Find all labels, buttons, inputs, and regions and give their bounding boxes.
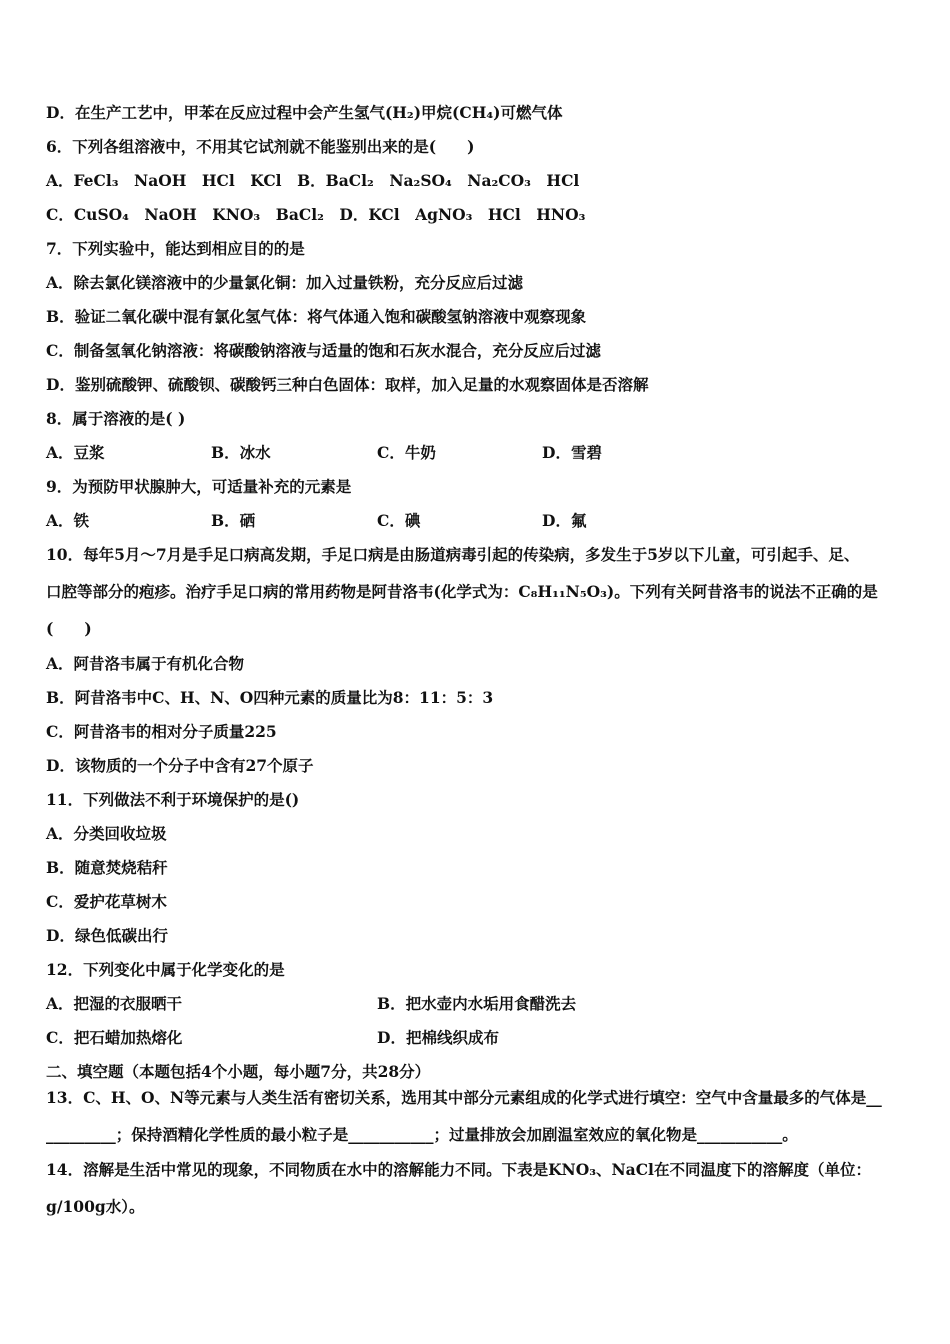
q12-option-b: B．把水壶内水垢用食醋洗去 — [377, 994, 577, 1013]
q7-option-d: D．鉴别硫酸钾、硫酸钡、碳酸钙三种白色固体：取样，加入足量的水观察固体是否溶解 — [46, 375, 649, 394]
q9-stem: 9．为预防甲状腺肿大，可适量补充的元素是 — [46, 477, 352, 496]
q14-stem-line1: 14．溶解是生活中常见的现象，不同物质在水中的溶解能力不同。下表是KNO₃、NaCl在不同温度下的溶解度（单位： — [46, 1160, 871, 1179]
q11-stem: 11．下列做法不利于环境保护的是() — [46, 790, 300, 809]
q14-stem-line2: g/100g水）。 — [46, 1197, 145, 1216]
q6-stem: 6．下列各组溶液中，不用其它试剂就不能鉴别出来的是( ) — [46, 137, 475, 156]
q8-option-b: B．冰水 — [211, 443, 271, 462]
q7-option-a: A．除去氯化镁溶液中的少量氯化铜：加入过量铁粉，充分反应后过滤 — [46, 273, 524, 292]
q7-stem: 7．下列实验中，能达到相应目的的是 — [46, 239, 305, 258]
q8-option-d: D．雪碧 — [542, 443, 602, 462]
q12-option-d: D．把棉线织成布 — [377, 1028, 499, 1047]
q13-stem-line2: _________；保持酒精化学性质的最小粒子是___________；过量排放会加剧温室效应的氧化物是___________。 — [46, 1125, 798, 1144]
q6-options-ab: A．FeCl₃ NaOH HCl KCl B．BaCl₂ Na₂SO₄ Na₂CO₃ HCl — [46, 171, 580, 190]
q10-option-b: B．阿昔洛韦中C、H、N、O四种元素的质量比为8：11：5：3 — [46, 688, 494, 707]
section-2-heading: 二、填空题（本题包括4个小题，每小题7分，共28分） — [46, 1062, 431, 1081]
q10-stem-line2: 口腔等部分的疱疹。治疗手足口病的常用药物是阿昔洛韦(化学式为：C₈H₁₁N₅O₃)。下列有关阿昔洛韦的说法不正确的是 — [46, 582, 878, 601]
q13-stem-line1: 13．C、H、O、N等元素与人类生活有密切关系，选用其中部分元素组成的化学式进行填空：空气中含量最多的气体是__ — [46, 1088, 882, 1107]
q11-option-c: C．爱护花草树木 — [46, 892, 167, 911]
q11-option-b: B．随意焚烧秸秆 — [46, 858, 168, 877]
q7-option-b: B．验证二氧化碳中混有氯化氢气体：将气体通入饱和碳酸氢钠溶液中观察现象 — [46, 307, 587, 326]
q12-stem: 12．下列变化中属于化学变化的是 — [46, 960, 285, 979]
q9-option-c: C．碘 — [377, 511, 421, 530]
q7-option-c: C．制备氢氧化钠溶液：将碳酸钠溶液与适量的饱和石灰水混合，充分反应后过滤 — [46, 341, 601, 360]
q11-option-d: D．绿色低碳出行 — [46, 926, 168, 945]
q10-option-c: C．阿昔洛韦的相对分子质量225 — [46, 722, 277, 741]
q9-option-d: D．氟 — [542, 511, 587, 530]
q8-stem: 8．属于溶液的是( ) — [46, 409, 186, 428]
q11-option-a: A．分类回收垃圾 — [46, 824, 167, 843]
q12-option-a: A．把湿的衣服晒干 — [46, 994, 183, 1013]
q8-option-c: C．牛奶 — [377, 443, 436, 462]
q12-option-c: C．把石蜡加热熔化 — [46, 1028, 183, 1047]
q9-option-b: B．硒 — [211, 511, 256, 530]
q10-stem-line3: ( ) — [46, 619, 92, 638]
q5-option-d: D．在生产工艺中，甲苯在反应过程中会产生氢气(H₂)甲烷(CH₄)可燃气体 — [46, 103, 563, 122]
q8-option-a: A．豆浆 — [46, 443, 105, 462]
q10-option-a: A．阿昔洛韦属于有机化合物 — [46, 654, 245, 673]
q6-options-cd: C．CuSO₄ NaOH KNO₃ BaCl₂ D．KCl AgNO₃ HCl HNO₃ — [46, 205, 586, 224]
q10-stem-line1: 10．每年5月～7月是手足口病高发期，手足口病是由肠道病毒引起的传染病，多发生于5岁以下儿童，可引起手、足、 — [46, 545, 860, 564]
q10-option-d: D．该物质的一个分子中含有27个原子 — [46, 756, 314, 775]
q9-option-a: A．铁 — [46, 511, 90, 530]
